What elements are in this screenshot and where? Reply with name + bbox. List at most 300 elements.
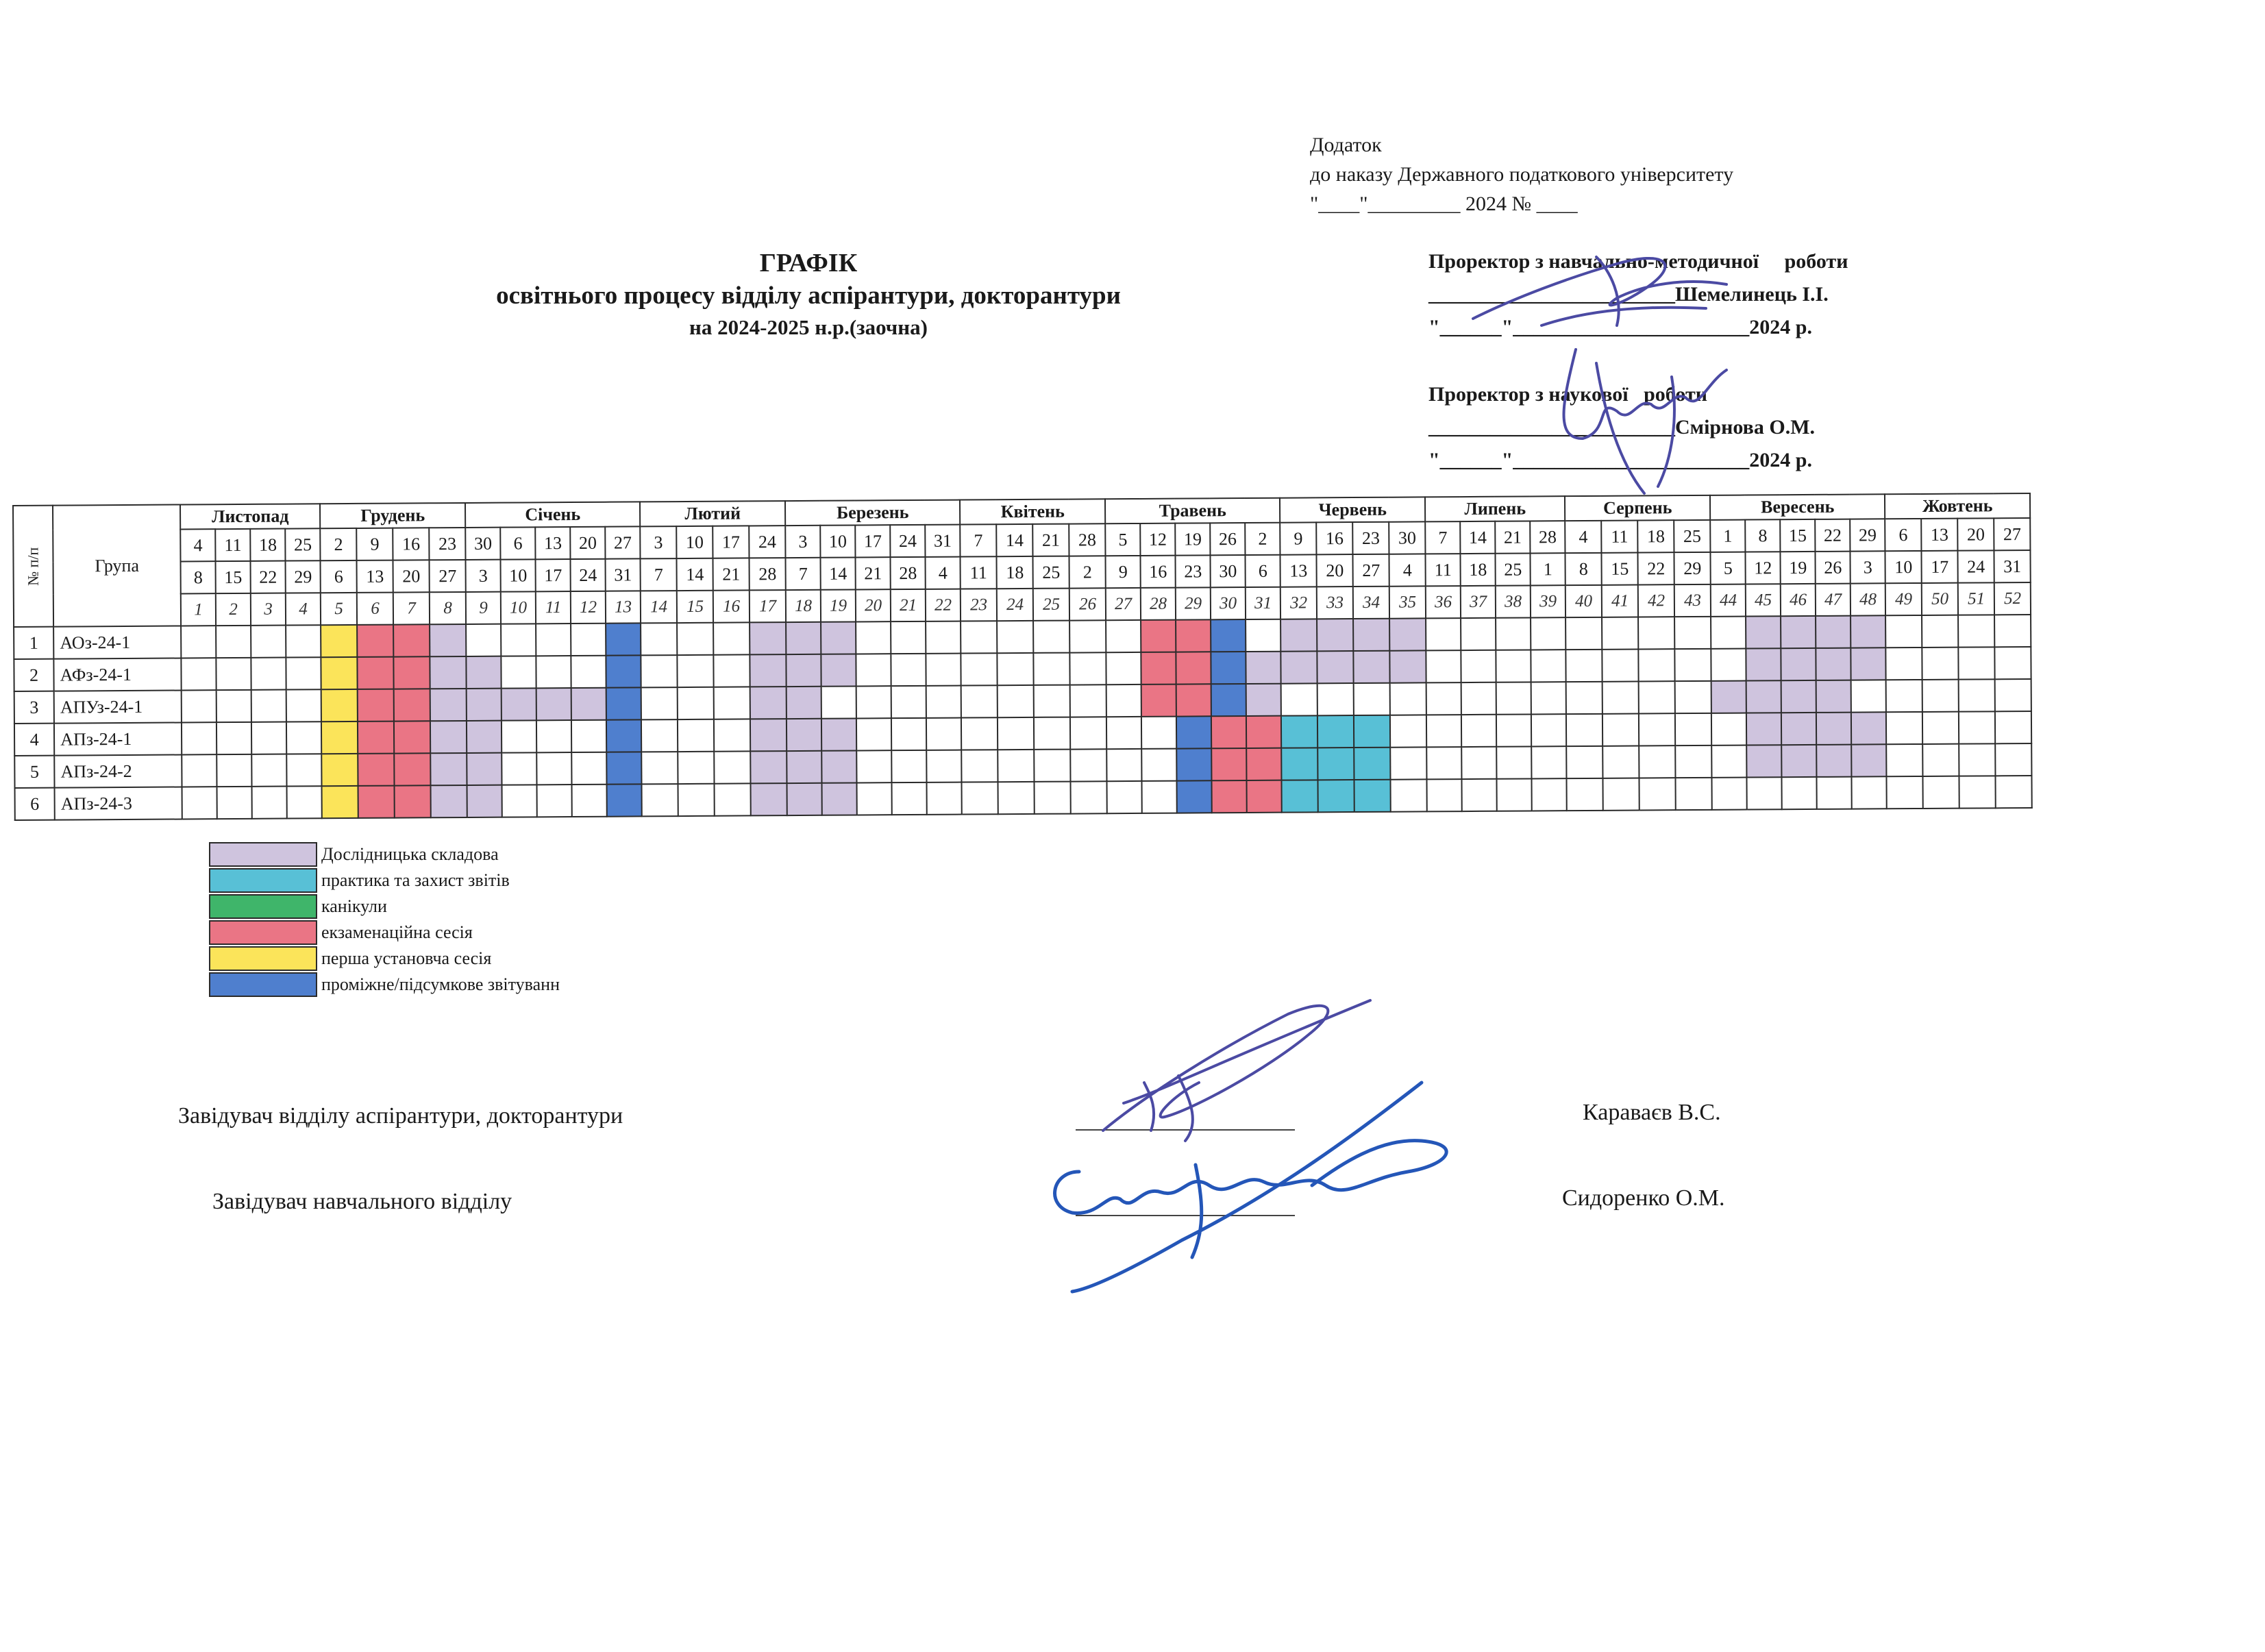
schedule-cell xyxy=(394,656,430,689)
week-end-cell: 28 xyxy=(891,557,926,589)
schedule-cell xyxy=(606,655,641,687)
header-number-label: № п/п xyxy=(24,547,42,586)
schedule-cell xyxy=(787,751,821,783)
schedule-cell xyxy=(678,784,715,816)
schedule-cell xyxy=(216,658,251,690)
schedule-cell xyxy=(1212,780,1247,813)
footer-head2-name: Сидоренко О.М. xyxy=(1562,1185,1725,1211)
schedule-cell xyxy=(1851,712,1886,744)
week-end-cell: 15 xyxy=(1602,553,1638,585)
schedule-cell xyxy=(537,785,572,817)
schedule-cell xyxy=(750,719,787,751)
schedule-cell xyxy=(1922,744,1959,776)
group-name: АПз-24-3 xyxy=(55,787,182,819)
schedule-cell xyxy=(678,655,714,687)
week-end-cell: 22 xyxy=(1638,552,1674,584)
schedule-cell xyxy=(1638,649,1674,681)
schedule-cell xyxy=(1461,747,1496,779)
schedule-cell xyxy=(1958,615,1994,647)
week-end-cell: 17 xyxy=(1922,551,1958,583)
schedule-cell xyxy=(1887,776,1923,809)
schedule-cell xyxy=(1712,778,1747,810)
schedule-cell xyxy=(182,754,216,787)
schedule-cell xyxy=(358,786,395,818)
week-end-cell: 3 xyxy=(466,560,501,592)
schedule-cell xyxy=(1675,745,1711,778)
week-number-cell: 23 xyxy=(961,589,997,621)
schedule-cell xyxy=(467,785,502,817)
schedule-cell xyxy=(1566,682,1602,714)
month-header: Лютий xyxy=(640,501,785,526)
week-end-cell: 20 xyxy=(393,560,430,592)
week-number-cell: 4 xyxy=(286,593,321,625)
schedule-cell xyxy=(1995,711,2031,743)
schedule-cell xyxy=(961,653,998,685)
week-number-cell: 33 xyxy=(1317,587,1353,619)
week-start-cell: 8 xyxy=(1745,519,1780,552)
week-end-cell: 29 xyxy=(286,560,321,593)
schedule-cell xyxy=(358,657,394,689)
week-number-cell: 47 xyxy=(1816,584,1851,616)
week-start-cell: 20 xyxy=(570,527,605,559)
week-start-cell: 2 xyxy=(320,528,356,560)
week-end-cell: 28 xyxy=(750,558,786,590)
week-number-cell: 42 xyxy=(1638,584,1674,617)
schedule-cell xyxy=(1176,652,1211,684)
schedule-cell xyxy=(1746,680,1781,713)
week-start-cell: 3 xyxy=(640,526,676,558)
week-number-cell: 28 xyxy=(1141,588,1176,620)
week-start-cell: 10 xyxy=(820,525,855,557)
schedule-cell xyxy=(961,685,998,717)
addendum-order-number: "____"_________ 2024 № ____ xyxy=(1310,193,1578,215)
week-number-cell: 11 xyxy=(536,591,571,624)
week-start-cell: 5 xyxy=(1105,523,1140,556)
approval-role: Проректор з наукової роботи xyxy=(1428,383,1708,406)
legend-swatch xyxy=(209,868,317,893)
schedule-cell xyxy=(1353,619,1389,651)
week-number-cell: 31 xyxy=(1246,587,1280,619)
week-end-cell: 31 xyxy=(1994,550,2031,582)
schedule-cell xyxy=(1675,713,1711,745)
schedule-cell xyxy=(1711,617,1746,649)
legend-label: проміжне/підсумкове звітуванн xyxy=(321,974,560,994)
week-start-cell: 30 xyxy=(465,528,500,560)
schedule-cell xyxy=(1922,648,1958,680)
schedule-cell xyxy=(787,654,821,687)
schedule-cell xyxy=(1566,746,1602,778)
schedule-cell xyxy=(821,621,856,654)
schedule-cell xyxy=(1639,681,1675,713)
schedule-cell xyxy=(1781,745,1816,777)
schedule-cell xyxy=(1354,683,1390,715)
schedule-cell xyxy=(286,689,321,722)
schedule-cell xyxy=(641,623,677,655)
schedule-cell xyxy=(536,624,571,656)
schedule-cell xyxy=(394,689,430,721)
approval-name: ________________________Смірнова О.М. xyxy=(1428,416,1816,439)
week-number-cell: 21 xyxy=(891,589,926,621)
schedule-cell xyxy=(750,751,787,783)
week-end-cell: 8 xyxy=(1565,553,1602,585)
schedule-cell xyxy=(998,685,1034,717)
week-number-cell: 39 xyxy=(1531,585,1565,617)
schedule-cell xyxy=(641,719,678,752)
schedule-cell xyxy=(1816,616,1851,648)
schedule-cell xyxy=(926,654,961,686)
schedule-cell xyxy=(571,624,606,656)
schedule-cell xyxy=(502,656,536,688)
schedule-cell xyxy=(751,783,787,815)
schedule-cell xyxy=(714,751,750,783)
schedule-cell xyxy=(502,752,536,785)
week-end-cell: 22 xyxy=(251,561,286,593)
week-number-cell: 52 xyxy=(1994,582,2031,615)
schedule-cell xyxy=(1746,616,1781,648)
addendum-block xyxy=(1310,130,1733,219)
schedule-cell xyxy=(962,782,998,814)
week-number-cell: 5 xyxy=(321,593,357,625)
schedule-cell xyxy=(1176,684,1211,716)
schedule-cell xyxy=(1602,617,1638,650)
schedule-cell xyxy=(856,654,891,686)
schedule-cell xyxy=(1034,717,1070,750)
schedule-cell xyxy=(1281,748,1317,780)
schedule-cell xyxy=(606,687,641,719)
week-end-cell: 11 xyxy=(1426,554,1461,586)
week-start-cell: 17 xyxy=(855,525,890,557)
week-start-cell: 6 xyxy=(500,527,535,559)
week-start-cell: 31 xyxy=(925,525,960,557)
schedule-cell xyxy=(430,753,467,785)
week-start-cell: 23 xyxy=(429,528,465,560)
schedule-cell xyxy=(1390,682,1426,715)
week-number-cell: 18 xyxy=(786,590,821,622)
schedule-cell xyxy=(431,785,467,817)
schedule-cell xyxy=(321,657,358,689)
week-end-cell: 25 xyxy=(1033,556,1069,589)
schedule-cell xyxy=(713,622,750,654)
legend-item xyxy=(209,946,560,972)
week-end-cell: 7 xyxy=(786,558,821,590)
schedule-cell xyxy=(1282,780,1318,812)
schedule-cell xyxy=(1035,782,1071,814)
group-name: АПз-24-1 xyxy=(54,722,182,755)
schedule-cell xyxy=(1746,713,1781,745)
title-main: ГРАФІК xyxy=(759,249,858,278)
week-number-cell: 12 xyxy=(571,591,606,624)
schedule-cell xyxy=(1602,650,1638,682)
footer-head1-role: Завідувач відділу аспірантури, докторантури xyxy=(178,1103,623,1129)
schedule-cell xyxy=(1426,715,1461,747)
month-header: Квітень xyxy=(960,499,1105,524)
schedule-cell xyxy=(1959,743,1995,776)
month-header: Травень xyxy=(1105,498,1280,524)
schedule-cell xyxy=(1676,778,1712,810)
schedule-cell xyxy=(891,718,926,750)
week-end-cell: 21 xyxy=(713,558,750,590)
week-number-cell: 41 xyxy=(1602,585,1638,617)
schedule-cell xyxy=(1885,615,1922,648)
schedule-cell xyxy=(1317,619,1353,651)
schedule-cell xyxy=(395,785,431,817)
schedule-cell xyxy=(1711,713,1746,745)
week-end-cell: 4 xyxy=(1389,554,1426,586)
schedule-cell xyxy=(1674,649,1711,681)
schedule-cell xyxy=(642,784,678,816)
week-start-cell: 2 xyxy=(1245,523,1280,555)
schedule-cell xyxy=(714,719,750,751)
schedule-cell xyxy=(394,721,430,753)
schedule-cell xyxy=(1781,713,1816,745)
schedule-cell xyxy=(1602,714,1639,746)
schedule-cell xyxy=(1106,620,1141,652)
week-end-cell: 16 xyxy=(1141,556,1176,588)
week-start-cell: 21 xyxy=(1495,521,1530,553)
schedule-cell xyxy=(1922,615,1958,648)
schedule-cell xyxy=(1070,652,1106,685)
week-start-cell: 16 xyxy=(393,528,429,560)
header-number xyxy=(13,506,53,627)
schedule-cell xyxy=(787,783,822,815)
week-end-cell: 2 xyxy=(1069,556,1106,588)
legend-item xyxy=(209,867,560,893)
week-start-cell: 26 xyxy=(1210,523,1245,555)
week-end-cell: 26 xyxy=(1816,552,1851,584)
week-number-cell: 16 xyxy=(713,590,750,622)
schedule-cell xyxy=(1034,685,1070,717)
schedule-cell xyxy=(251,754,286,787)
week-number-cell: 43 xyxy=(1674,584,1711,617)
schedule-cell xyxy=(1747,777,1782,809)
row-number: 3 xyxy=(14,691,54,724)
schedule-cell xyxy=(571,752,606,785)
schedule-cell xyxy=(1426,747,1461,779)
week-end-cell: 24 xyxy=(571,559,606,591)
schedule-cell xyxy=(821,654,856,686)
schedule-cell xyxy=(1246,684,1281,716)
schedule-cell xyxy=(1211,619,1246,652)
schedule-cell xyxy=(1816,680,1851,713)
month-header: Серпень xyxy=(1565,495,1710,521)
week-start-cell: 9 xyxy=(1280,522,1316,554)
schedule-cell xyxy=(1176,619,1211,652)
schedule-table xyxy=(12,493,2033,821)
week-start-cell: 21 xyxy=(1032,524,1069,556)
legend-item xyxy=(209,893,560,920)
schedule-cell xyxy=(714,654,750,687)
week-start-cell: 17 xyxy=(713,526,749,558)
schedule-cell xyxy=(1389,650,1426,682)
week-start-cell: 4 xyxy=(180,529,215,561)
week-start-cell: 11 xyxy=(215,529,250,561)
month-header: Березень xyxy=(785,500,960,526)
schedule-cell xyxy=(1496,682,1531,714)
schedule-cell xyxy=(891,621,926,654)
legend-item xyxy=(209,920,560,946)
schedule-cell xyxy=(430,656,467,689)
schedule-cell xyxy=(1033,621,1069,653)
schedule-cell xyxy=(1281,683,1317,715)
schedule-cell xyxy=(857,782,892,815)
schedule-cell xyxy=(571,720,606,752)
schedule-cell xyxy=(1817,777,1852,809)
week-start-cell: 27 xyxy=(1994,518,2030,550)
week-number-cell: 34 xyxy=(1353,587,1389,619)
week-end-cell: 10 xyxy=(501,559,536,591)
schedule-cell xyxy=(1497,778,1532,811)
schedule-cell xyxy=(750,654,787,687)
week-end-cell: 14 xyxy=(821,557,856,589)
week-end-cell: 18 xyxy=(997,556,1033,589)
schedule-cell xyxy=(1317,748,1354,780)
group-name: АПз-24-2 xyxy=(54,754,182,787)
schedule-cell xyxy=(856,621,891,654)
schedule-cell xyxy=(1746,745,1781,777)
schedule-cell xyxy=(1176,716,1211,748)
schedule-cell xyxy=(1639,745,1675,778)
schedule-cell xyxy=(321,722,358,754)
schedule-cell xyxy=(786,622,821,654)
week-number-cell: 51 xyxy=(1958,582,1994,615)
week-number-cell: 38 xyxy=(1496,585,1531,617)
schedule-cell xyxy=(1427,779,1462,811)
schedule-cell xyxy=(678,752,714,784)
schedule-cell xyxy=(926,686,961,718)
legend-label: практика та захист звітів xyxy=(321,870,510,890)
legend-item xyxy=(209,972,560,998)
schedule-cell xyxy=(1531,746,1566,778)
week-end-cell: 15 xyxy=(216,561,251,593)
week-start-cell: 18 xyxy=(1637,520,1674,552)
schedule-cell xyxy=(1141,749,1176,781)
week-number-cell: 2 xyxy=(216,593,251,626)
schedule-cell xyxy=(641,655,678,687)
schedule-cell xyxy=(750,622,786,654)
week-end-cell: 18 xyxy=(1461,554,1496,586)
week-end-cell: 3 xyxy=(1851,551,1885,583)
week-end-cell: 17 xyxy=(536,559,571,591)
schedule-cell xyxy=(606,719,641,752)
schedule-cell xyxy=(822,782,857,815)
schedule-cell xyxy=(1816,745,1851,777)
schedule-cell xyxy=(1317,683,1354,715)
week-start-cell: 6 xyxy=(1885,519,1921,551)
schedule-cell xyxy=(926,718,961,750)
schedule-cell xyxy=(856,750,891,782)
schedule-cell xyxy=(1211,716,1246,748)
week-number-cell: 10 xyxy=(501,591,536,624)
schedule-cell xyxy=(251,626,286,658)
week-start-cell: 14 xyxy=(996,524,1032,556)
month-header: Січень xyxy=(465,502,640,528)
schedule-cell xyxy=(182,787,217,819)
week-start-cell: 14 xyxy=(1460,521,1495,554)
legend-item xyxy=(209,841,560,867)
schedule-cell xyxy=(1565,650,1602,682)
schedule-cell xyxy=(998,653,1034,685)
legend-swatch xyxy=(209,842,317,867)
schedule-cell xyxy=(182,722,216,754)
week-start-cell: 28 xyxy=(1530,521,1565,553)
schedule-cell xyxy=(926,621,961,654)
week-end-cell: 7 xyxy=(641,558,677,591)
schedule-cell xyxy=(1246,652,1280,684)
schedule-cell xyxy=(641,752,678,784)
schedule-cell xyxy=(1923,776,1959,809)
week-number-cell: 26 xyxy=(1069,588,1106,620)
footer-head1-name: Караваєв В.С. xyxy=(1583,1100,1721,1125)
schedule-cell xyxy=(536,720,571,752)
schedule-cell xyxy=(1886,680,1922,712)
schedule-cell xyxy=(181,626,216,658)
header-group: Група xyxy=(53,505,181,627)
schedule-cell xyxy=(357,625,393,657)
week-end-cell: 19 xyxy=(1781,552,1816,584)
schedule-cell xyxy=(1106,717,1141,749)
schedule-cell xyxy=(961,750,998,782)
schedule-cell xyxy=(430,689,467,721)
schedule-cell xyxy=(1070,717,1106,749)
schedule-cell xyxy=(1851,648,1885,680)
schedule-cell xyxy=(1886,744,1922,776)
schedule-cell xyxy=(1781,616,1816,648)
week-end-cell: 27 xyxy=(1353,554,1389,587)
schedule-cell xyxy=(892,782,927,815)
schedule-cell xyxy=(998,782,1035,814)
schedule-cell xyxy=(1532,778,1567,811)
week-end-cell: 10 xyxy=(1885,551,1922,583)
schedule-cell xyxy=(571,688,606,720)
schedule-cell xyxy=(1071,781,1107,813)
row-number: 2 xyxy=(14,659,53,691)
week-start-cell: 13 xyxy=(1921,519,1957,551)
week-end-cell: 8 xyxy=(181,561,216,593)
schedule-cell xyxy=(536,752,571,785)
schedule-cell xyxy=(1531,617,1565,650)
schedule-cell xyxy=(1107,781,1142,813)
week-end-cell: 25 xyxy=(1496,553,1531,585)
schedule-cell xyxy=(1280,651,1317,683)
schedule-cell xyxy=(1070,749,1106,781)
week-start-cell: 24 xyxy=(749,526,785,558)
schedule-cell xyxy=(251,690,286,722)
schedule-cell xyxy=(1959,711,1995,743)
schedule-cell xyxy=(467,656,502,689)
schedule-cell xyxy=(1603,778,1639,811)
schedule-cell xyxy=(1566,714,1602,746)
schedule-cell xyxy=(1711,649,1746,681)
week-start-cell: 28 xyxy=(1069,523,1105,556)
schedule-cell xyxy=(1246,748,1281,780)
legend-swatch xyxy=(209,920,317,945)
week-number-cell: 8 xyxy=(430,592,466,624)
schedule-cell xyxy=(1426,618,1461,650)
week-start-cell: 7 xyxy=(960,524,996,556)
schedule-cell xyxy=(1959,776,1996,808)
schedule-cell xyxy=(961,717,998,750)
schedule-cell xyxy=(1567,778,1603,811)
legend-label: канікули xyxy=(321,896,387,916)
schedule-cell xyxy=(1782,777,1817,809)
schedule-cell xyxy=(1106,749,1141,781)
week-number-cell: 14 xyxy=(641,591,677,623)
schedule-cell xyxy=(322,786,358,818)
schedule-cell xyxy=(466,624,501,656)
schedule-cell xyxy=(467,753,502,785)
schedule-cell xyxy=(821,750,856,782)
schedule-cell xyxy=(536,688,571,720)
